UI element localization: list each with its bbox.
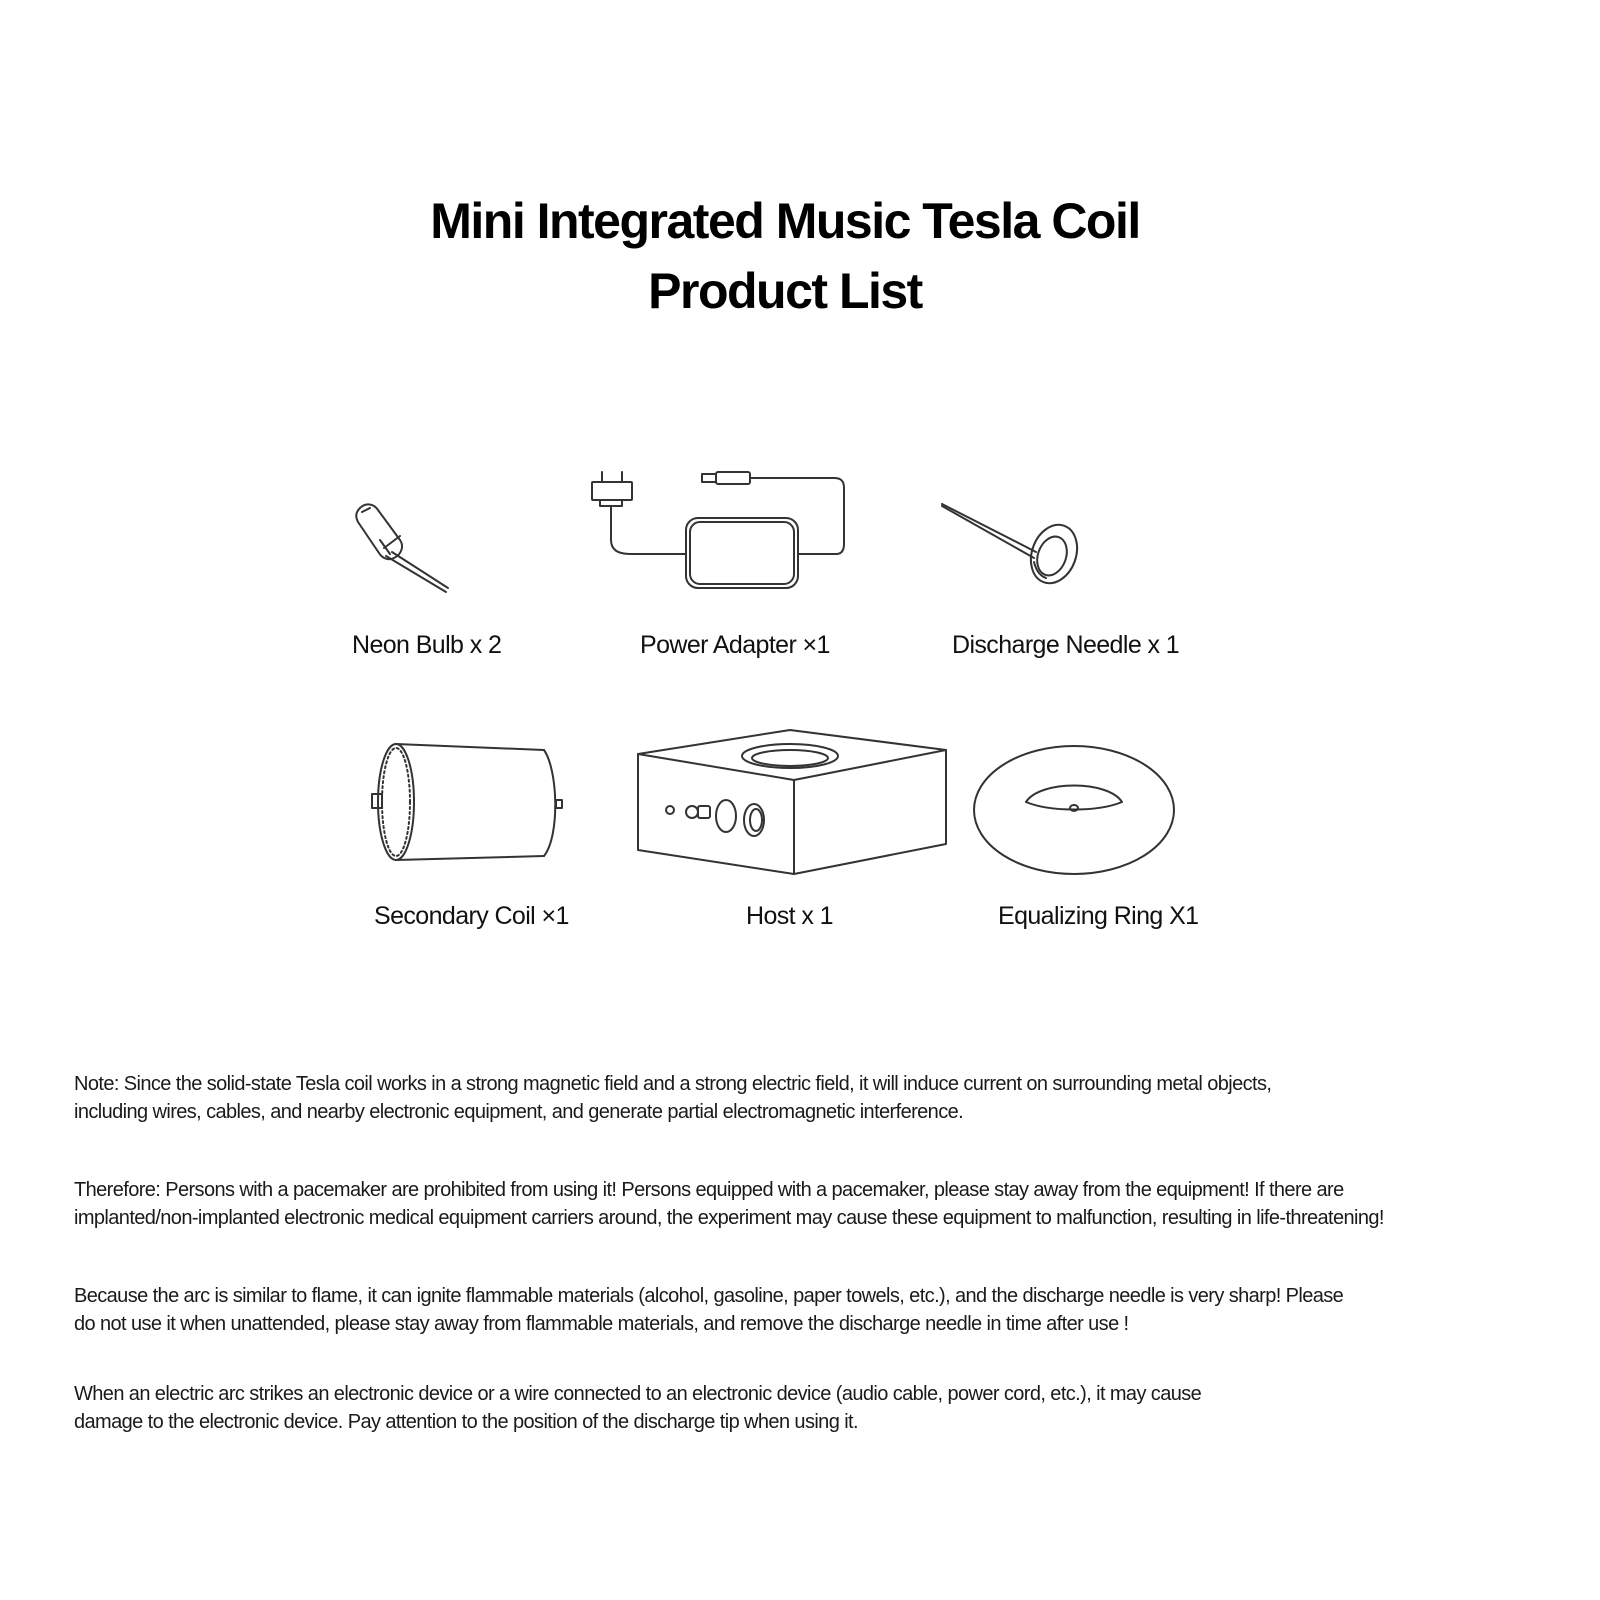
host-icon xyxy=(636,728,956,878)
note-line: do not use it when unattended, please stay away from flammable materials, and remove the discharge needle in time after use ! xyxy=(74,1313,1129,1335)
power-adapter-icon xyxy=(590,470,860,605)
note-paragraph-1 xyxy=(74,1070,1574,1126)
equalizing-ring-icon xyxy=(970,740,1180,880)
note-paragraph-4 xyxy=(74,1380,1574,1436)
product-label-neon-bulb: Neon Bulb x 2 xyxy=(352,631,502,659)
page-title: Mini Integrated Music Tesla Coil xyxy=(430,193,1140,249)
note-line: Therefore: Persons with a pacemaker are prohibited from using it! Persons equipped with a pacemaker, please stay away from the equipment! If there are xyxy=(74,1179,1344,1201)
note-paragraph-2 xyxy=(74,1176,1574,1232)
note-line: When an electric arc strikes an electronic device or a wire connected to an electronic device (audio cable, power cord, etc.), it may cause xyxy=(74,1383,1202,1405)
discharge-needle-icon xyxy=(940,500,1090,600)
product-label-equalizing-ring: Equalizing Ring X1 xyxy=(998,902,1199,930)
product-label-secondary-coil: Secondary Coil ×1 xyxy=(374,902,569,930)
product-label-power-adapter: Power Adapter ×1 xyxy=(640,631,830,659)
neon-bulb-icon xyxy=(348,500,458,610)
product-label-discharge-needle: Discharge Needle x 1 xyxy=(952,631,1180,659)
product-label-host: Host x 1 xyxy=(746,902,833,930)
note-line: including wires, cables, and nearby electronic equipment, and generate partial electromagnetic interference. xyxy=(74,1101,964,1123)
note-line: damage to the electronic device. Pay attention to the position of the discharge tip when using it. xyxy=(74,1411,858,1433)
note-paragraph-3 xyxy=(74,1282,1574,1338)
secondary-coil-icon xyxy=(368,740,578,870)
note-line: Because the arc is similar to flame, it can ignite flammable materials (alcohol, gasoline, paper towels, etc.), and the discharge needle is very sharp! Please xyxy=(74,1285,1344,1307)
page-subtitle: Product List xyxy=(648,263,922,319)
note-line: Note: Since the solid-state Tesla coil works in a strong magnetic field and a strong electric field, it will induce current on surrounding metal objects, xyxy=(74,1073,1272,1095)
note-line: implanted/non-implanted electronic medical equipment carriers around, the experiment may cause these equipment to malfunction, resulting in life-threatening! xyxy=(74,1207,1384,1229)
